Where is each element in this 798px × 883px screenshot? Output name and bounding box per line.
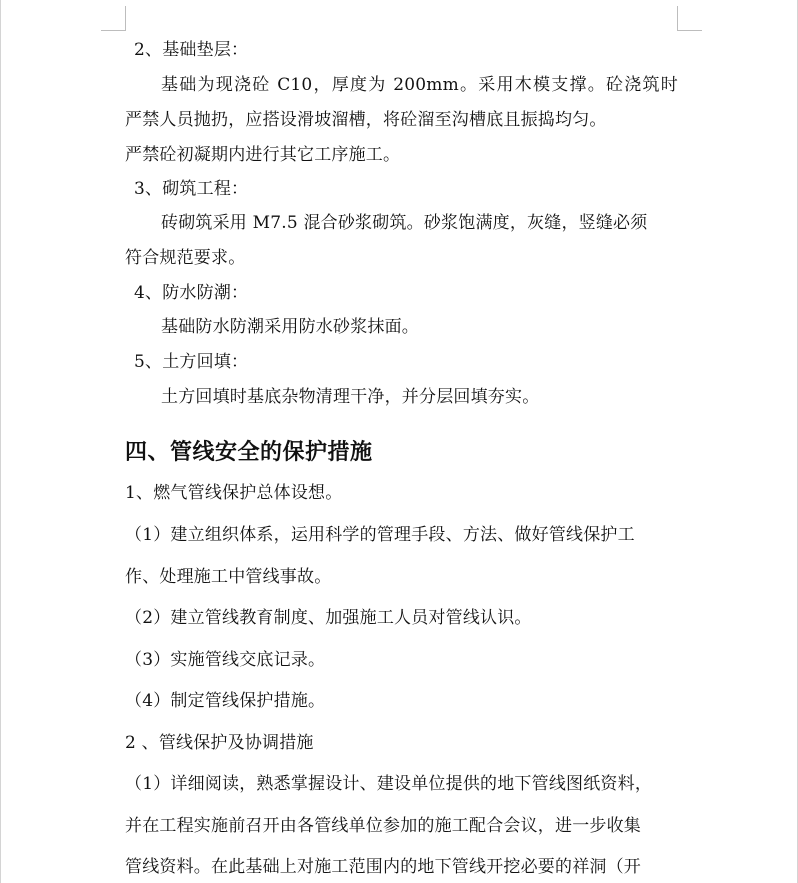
paragraph-line: （4）制定管线保护措施。 [125,691,326,711]
section-heading: 四、管线安全的保护措施 [125,439,373,465]
paragraph-line: 符合规范要求。 [125,248,246,268]
paragraph-line: 基础为现浇砼 C10，厚度为 200mm。采用木模支撑。砼浇筑时 [161,75,678,95]
paragraph-line: 5、土方回填： [134,352,249,372]
page-margin-corner-top-left [101,6,126,31]
paragraph-line: 严禁人员抛扔，应搭设滑坡溜槽，将砼溜至沟槽底且振捣均匀。 [125,110,607,130]
paragraph-line: 管线资料。在此基础上对施工范围内的地下管线开挖必要的祥洞（开 [125,857,641,877]
paragraph-line: 1、燃气管线保护总体设想。 [125,483,343,503]
paragraph-line: （1）建立组织体系，运用科学的管理手段、方法、做好管线保护工 [125,525,635,545]
paragraph-line: 基础防水防潮采用防水砂浆抹面。 [161,317,419,337]
paragraph-line: 2 、管线保护及协调措施 [125,733,314,753]
paragraph-line: 严禁砼初凝期内进行其它工序施工。 [125,145,401,165]
paragraph-line: 3、砌筑工程： [134,179,249,199]
paragraph-line: 2、基础垫层： [134,40,249,60]
paragraph-line: 砖砌筑采用 M7.5 混合砂浆砌筑。砂浆饱满度，灰缝，竖缝必须 [161,213,648,233]
paragraph-line: （1）详细阅读，熟悉掌握设计、建设单位提供的地下管线图纸资料， [125,774,653,794]
paragraph-line: 并在工程实施前召开由各管线单位参加的施工配合会议，进一步收集 [125,816,641,836]
paragraph-line: 土方回填时基底杂物清理干净，并分层回填夯实。 [161,387,540,407]
paragraph-line: 作、处理施工中管线事故。 [125,567,332,587]
paragraph-line: （2）建立管线教育制度、加强施工人员对管线认识。 [125,608,532,628]
paragraph-line: 4、防水防潮： [134,283,249,303]
page-margin-corner-top-right [677,6,702,31]
paragraph-line: （3）实施管线交底记录。 [125,650,326,670]
